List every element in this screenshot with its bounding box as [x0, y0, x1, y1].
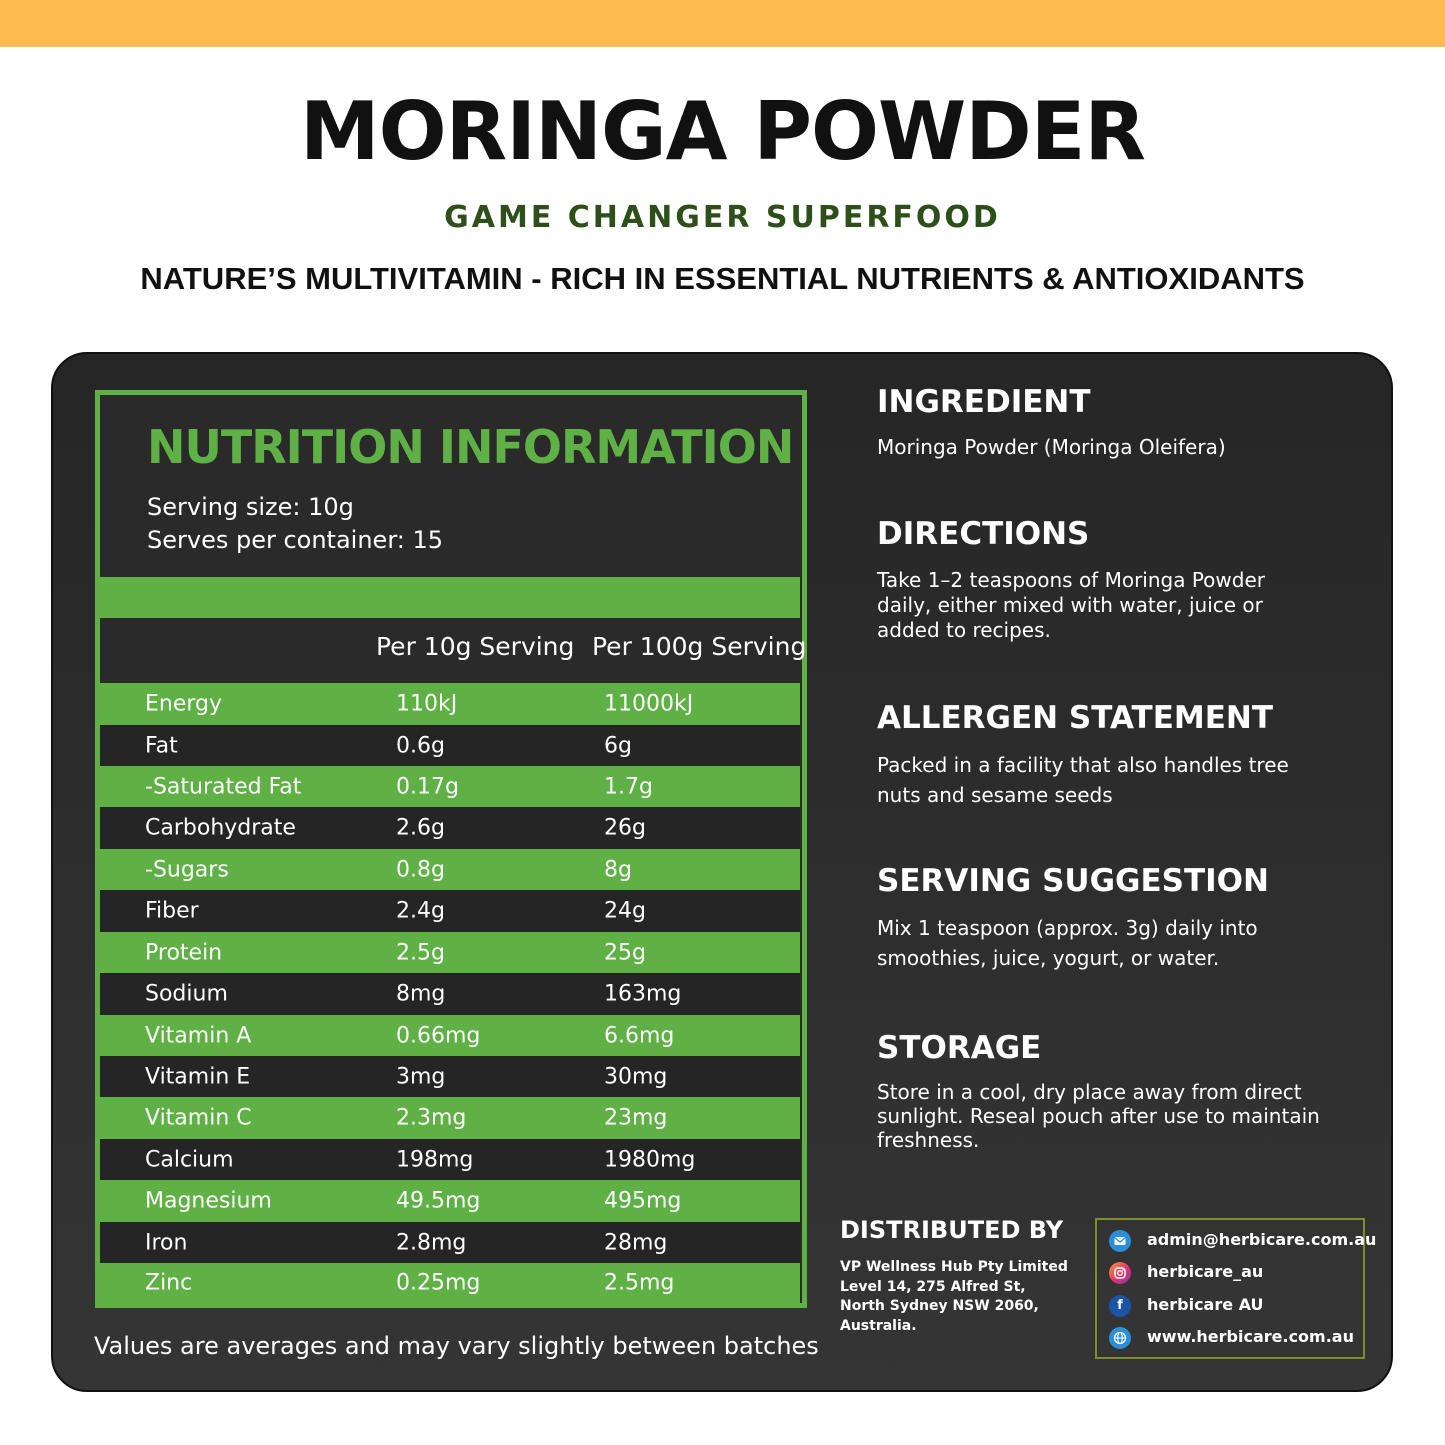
distributor-address-line: North Sydney NSW 2060,	[840, 1298, 1039, 1314]
storage-heading: STORAGE	[877, 1030, 1042, 1066]
nutrient-per-serving: 0.8g	[396, 857, 445, 882]
nutrient-per-100g: 11000kJ	[604, 691, 694, 717]
nutrition-table	[100, 683, 800, 1303]
product-title: MORINGA POWDER	[300, 85, 1145, 178]
nutrient-name: Iron	[145, 1230, 188, 1255]
instagram-icon	[1109, 1262, 1131, 1284]
nutrient-per-100g: 28mg	[604, 1230, 668, 1255]
nutrient-per-serving: 2.3mg	[396, 1105, 467, 1131]
nutrient-per-serving: 0.17g	[396, 774, 459, 799]
table-row	[100, 807, 800, 849]
table-row	[100, 890, 800, 932]
table-row	[100, 1139, 800, 1180]
contact-facebook[interactable]	[1109, 1295, 1369, 1319]
nutrient-per-100g: 23mg	[604, 1105, 668, 1131]
nutrient-per-serving: 0.25mg	[396, 1270, 481, 1296]
table-row	[100, 973, 800, 1015]
directions-heading: DIRECTIONS	[877, 516, 1090, 552]
nutrient-name: Sodium	[145, 981, 228, 1007]
ingredient-heading: INGREDIENT	[877, 384, 1091, 420]
nutrient-name: Calcium	[145, 1147, 234, 1172]
nutrient-name: Energy	[145, 691, 223, 717]
nutrient-per-serving: 2.4g	[396, 898, 445, 924]
distributor-company: VP Wellness Hub Pty Limited	[840, 1259, 1068, 1275]
nutrient-per-serving: 2.6g	[396, 815, 445, 841]
nutrient-per-serving: 2.5g	[396, 940, 445, 965]
nutrient-per-100g: 1.7g	[604, 774, 653, 799]
table-row	[100, 1015, 800, 1056]
nutrient-per-100g: 6g	[604, 733, 632, 758]
nutrient-per-100g: 24g	[604, 898, 646, 924]
column-header-per-serving: Per 10g Serving	[376, 632, 575, 661]
table-row	[100, 1180, 800, 1222]
nutrient-per-serving: 110kJ	[396, 691, 458, 717]
nutrient-name: -Saturated Fat	[145, 774, 302, 799]
nutrient-per-100g: 26g	[604, 815, 646, 841]
distributor-address	[840, 1258, 1080, 1336]
distributor-heading: DISTRIBUTED BY	[840, 1216, 1064, 1244]
nutrient-name: Carbohydrate	[145, 815, 296, 841]
nutrient-per-serving: 3mg	[396, 1064, 446, 1089]
facebook-text: herbicare AU	[1147, 1295, 1264, 1314]
contact-website[interactable]	[1109, 1327, 1369, 1351]
nutrient-per-100g: 2.5mg	[604, 1270, 675, 1296]
email-icon	[1109, 1230, 1131, 1252]
nutrient-name: Fat	[145, 733, 178, 758]
nutrient-per-100g: 8g	[604, 857, 632, 882]
table-row	[100, 849, 800, 890]
table-row	[100, 1097, 800, 1139]
nutrient-per-serving: 198mg	[396, 1147, 474, 1172]
table-row	[100, 1056, 800, 1097]
serving-suggestion-text: Mix 1 teaspoon (approx. 3g) daily into smoothies, juice, yogurt, or water.	[877, 916, 1258, 970]
distributor-address-line: Level 14, 275 Alfred St,	[840, 1278, 1026, 1295]
top-accent-bar	[0, 0, 1445, 47]
table-row	[100, 1222, 800, 1263]
nutrient-per-100g: 6.6mg	[604, 1023, 675, 1048]
serving-suggestion-heading: SERVING SUGGESTION	[877, 863, 1269, 899]
nutrient-per-100g: 163mg	[604, 981, 682, 1007]
nutrient-per-serving: 0.66mg	[396, 1023, 481, 1048]
product-subtitle: GAME CHANGER SUPERFOOD	[444, 200, 1001, 235]
table-row	[100, 725, 800, 766]
website-text: www.herbicare.com.au	[1147, 1327, 1354, 1346]
nutrient-per-100g: 30mg	[604, 1064, 668, 1089]
nutrient-per-100g: 25g	[604, 940, 646, 965]
nutrient-per-serving: 8mg	[396, 981, 446, 1007]
nutrition-title: NUTRITION INFORMATION	[147, 420, 794, 474]
serving-size: Serving size: 10g	[147, 493, 354, 521]
nutrient-name: Zinc	[145, 1270, 193, 1296]
nutrient-name: Vitamin A	[145, 1023, 252, 1048]
nutrient-name: -Sugars	[145, 857, 229, 882]
email-text: admin@herbicare.com.au	[1147, 1230, 1377, 1249]
table-row	[100, 683, 800, 725]
contact-box	[1095, 1218, 1377, 1359]
nutrition-note: Values are averages and may vary slightly between batches	[94, 1332, 819, 1360]
nutrient-name: Protein	[145, 940, 223, 965]
table-row	[100, 1263, 800, 1303]
allergen-text: Packed in a facility that also handles tree nuts and sesame seeds	[877, 753, 1289, 807]
storage-text: Store in a cool, dry place away from direct sunlight. Reseal pouch after use to maintain freshness.	[877, 1080, 1320, 1152]
nutrient-per-100g: 495mg	[604, 1188, 682, 1214]
contact-instagram[interactable]	[1109, 1262, 1369, 1286]
table-row	[100, 932, 800, 973]
nutrition-divider-band	[100, 577, 800, 618]
contact-email[interactable]	[1109, 1230, 1377, 1254]
nutrient-name: Vitamin E	[145, 1064, 251, 1089]
globe-icon	[1109, 1327, 1131, 1349]
nutrient-per-serving: 2.8mg	[396, 1230, 467, 1255]
column-header-per-100g: Per 100g Serving	[592, 632, 807, 661]
nutrient-per-serving: 0.6g	[396, 733, 445, 758]
nutrient-name: Fiber	[145, 898, 199, 924]
nutrient-name: Magnesium	[145, 1188, 272, 1214]
table-row	[100, 766, 800, 807]
nutrient-name: Vitamin C	[145, 1105, 252, 1131]
distributor-address-line: Australia.	[840, 1317, 917, 1334]
ingredient-text: Moringa Powder (Moringa Oleifera)	[877, 435, 1226, 459]
nutrient-per-100g: 1980mg	[604, 1147, 696, 1172]
serves-per-container: Serves per container: 15	[147, 526, 444, 554]
facebook-icon: f	[1109, 1295, 1131, 1317]
product-tagline: NATURE’S MULTIVITAMIN - RICH IN ESSENTIAL NUTRIENTS & ANTIOXIDANTS	[140, 261, 1305, 296]
allergen-heading: ALLERGEN STATEMENT	[877, 700, 1273, 736]
instagram-text: herbicare_au	[1147, 1262, 1264, 1281]
directions-text: Take 1–2 teaspoons of Moringa Powder daily, either mixed with water, juice or added to recipes.	[877, 568, 1265, 642]
nutrient-per-serving: 49.5mg	[396, 1188, 481, 1214]
